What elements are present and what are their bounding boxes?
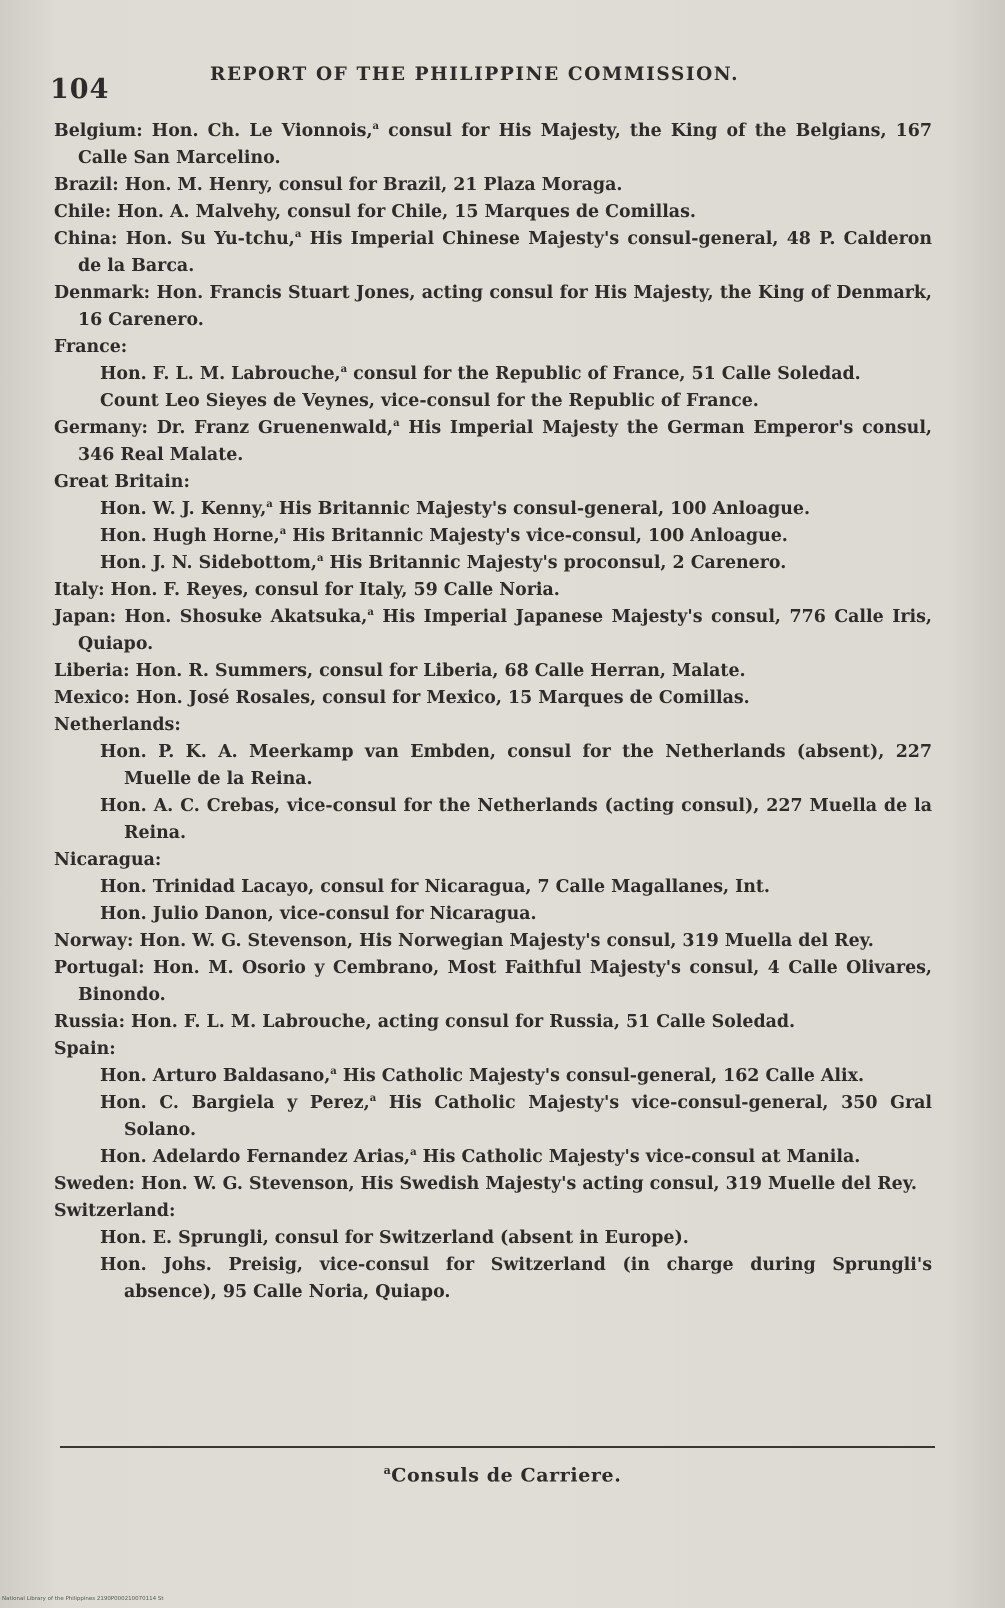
holder-name: Hon. W. G. Stevenson, His Norwegian Majesty's consul, 319 Muella del Rey. — [139, 931, 874, 951]
holder-description: His Britannic Majesty's vice-consul, 100 Anloague. — [286, 526, 788, 546]
consul-holder — [54, 901, 932, 928]
consul-holder — [54, 523, 932, 550]
holder-name: Hon. A. Malvehy, consul for Chile, 15 Marques de Comillas. — [117, 202, 696, 222]
country-entry: Brazil: Hon. M. Henry, consul for Brazil, 21 Plaza Moraga. — [54, 175, 623, 195]
holder-description: His Britannic Majesty's proconsul, 2 Carenero. — [323, 553, 787, 573]
holder-name: Hon. P. K. A. Meerkamp van Embden, consul for the Netherlands (absent), 227 Muelle de la Reina. — [100, 742, 932, 789]
holder-name: Hon. Trinidad Lacayo, consul for Nicaragua, 7 Calle Magallanes, Int. — [100, 877, 770, 897]
country-name: Norway — [54, 931, 128, 951]
holder-name: Hon. W. G. Stevenson, His Swedish Majesty's acting consul, 319 Muelle del Rey. — [140, 1174, 917, 1194]
country-entry: Germany: Dr. Franz Gruenenwald,$^a$ His Imperial Majesty the German Emperor's consul, 346 Real Malate. — [54, 418, 932, 465]
country-name: Russia — [54, 1012, 119, 1032]
holder-name: Dr. Franz Gruenenwald, — [156, 418, 394, 438]
holder-description: His Catholic Majesty's consul-general, 162 Calle Alix. — [336, 1066, 865, 1086]
consul-holder — [54, 1225, 932, 1252]
country-entry: Belgium: Hon. Ch. Le Vionnois,$^a$ consul for His Majesty, the King of the Belgians, 167 Calle San Marcelino. — [54, 121, 932, 168]
footnote-reference: a — [372, 121, 380, 133]
footnote-reference: a — [393, 418, 400, 430]
country-entry: Nicaragua: — [54, 850, 162, 870]
country-entry: Norway: Hon. W. G. Stevenson, His Norwegian Majesty's consul, 319 Muella del Rey. — [54, 931, 874, 951]
country-entry: Italy: Hon. F. Reyes, consul for Italy, 59 Calle Noria. — [54, 580, 560, 600]
holder-description: consul for His Majesty, the King of the Belgians, 167 Calle San Marcelino. — [78, 121, 932, 168]
country-entry: Denmark: Hon. Francis Stuart Jones, acting consul for His Majesty, the King of Denmark, 16 Carenero. — [54, 283, 932, 330]
holder-description: His Catholic Majesty's vice-consul-general, 350 Gral Solano. — [124, 1093, 932, 1140]
country-name: Liberia — [54, 661, 124, 681]
footnote-reference: a — [369, 1093, 377, 1105]
country-name: Nicaragua — [54, 850, 155, 870]
country-name: Sweden — [54, 1174, 129, 1194]
footnote-divider — [60, 1446, 935, 1448]
footnote-mark: a — [383, 1464, 392, 1477]
country-name: Portugal — [54, 958, 139, 978]
consul-holder — [54, 388, 932, 415]
country-name: Chile — [54, 202, 105, 222]
holder-name: Hon. Shosuke Akatsuka, — [124, 607, 368, 627]
holder-name: Hon. M. Osorio y Cembrano, Most Faithful Majesty's consul, 4 Calle Olivares, Binondo. — [78, 958, 932, 1005]
running-title: REPORT OF THE PHILIPPINE COMMISSION. — [210, 64, 740, 85]
holder-name: Hon. Su Yu-tchu, — [125, 229, 295, 249]
country-entry: Russia: Hon. F. L. M. Labrouche, acting consul for Russia, 51 Calle Soledad. — [54, 1012, 796, 1032]
country-entry: Liberia: Hon. R. Summers, consul for Liberia, 68 Calle Herran, Malate. — [54, 661, 746, 681]
country-name: Italy — [54, 580, 99, 600]
footnote-reference: a — [330, 1066, 337, 1078]
country-entry: Mexico: Hon. José Rosales, consul for Mexico, 15 Marques de Comillas. — [54, 688, 750, 708]
footnote-reference: a — [367, 607, 374, 619]
country-name: Netherlands — [54, 715, 175, 735]
footnote-reference: a — [294, 229, 302, 241]
country-name: Switzerland — [54, 1201, 169, 1221]
country-name: France — [54, 337, 121, 357]
consul-holder — [54, 1252, 932, 1306]
country-entry: China: Hon. Su Yu-tchu,$^a$ His Imperial Chinese Majesty's consul-general, 48 P. Calderon de la Barca. — [54, 229, 932, 276]
consul-holder — [54, 550, 932, 577]
holder-name: Hon. Arturo Baldasano, — [100, 1066, 331, 1086]
holder-name: Hon. R. Summers, consul for Liberia, 68 Calle Herran, Malate. — [135, 661, 746, 681]
holder-name: Hon. W. J. Kenny, — [100, 499, 267, 519]
holder-name: Hon. E. Sprungli, consul for Switzerland (absent in Europe). — [100, 1228, 689, 1248]
country-entry: Switzerland: — [54, 1201, 176, 1221]
consul-holder — [54, 874, 932, 901]
holder-description: His Britannic Majesty's consul-general, 100 Anloague. — [272, 499, 811, 519]
consul-holder — [54, 1144, 932, 1171]
holder-description: consul for the Republic of France, 51 Calle Soledad. — [347, 364, 861, 384]
country-entry: Spain: — [54, 1039, 116, 1059]
holder-name: Hon. Johs. Preisig, vice-consul for Switzerland (in charge during Sprungli's absence), 95 Calle Noria, Quiapo. — [100, 1255, 932, 1302]
country-entry: Great Britain: — [54, 472, 190, 492]
country-name: China — [54, 229, 112, 249]
scan-credit: National Library of the Philippines 2190P000210070114 St — [2, 1596, 164, 1602]
holder-name: Hon. Francis Stuart Jones, acting consul for His Majesty, the King of Denmark, 16 Carenero. — [78, 283, 932, 330]
footnote-reference: a — [410, 1147, 417, 1159]
country-name: Japan — [54, 607, 110, 627]
consul-holder — [54, 793, 932, 847]
country-entry: France: — [54, 337, 128, 357]
country-entry: Japan: Hon. Shosuke Akatsuka,$^a$ His Imperial Japanese Majesty's consul, 776 Calle Iris, Quiapo. — [54, 607, 932, 654]
consul-holder — [54, 1090, 932, 1144]
holder-name: Hon. Hugh Horne, — [100, 526, 280, 546]
footnote-reference: a — [266, 499, 273, 511]
holder-description: His Catholic Majesty's vice-consul at Manila. — [416, 1147, 861, 1167]
holder-name: Hon. Julio Danon, vice-consul for Nicaragua. — [100, 904, 537, 924]
country-name: Germany — [54, 418, 142, 438]
holder-name: Hon. Ch. Le Vionnois, — [151, 121, 373, 141]
footnote-reference: a — [279, 526, 287, 538]
footnote-reference: a — [316, 553, 324, 565]
consul-holder — [54, 496, 932, 523]
consul-list — [54, 118, 932, 1306]
holder-name: Hon. J. N. Sidebottom, — [100, 553, 317, 573]
country-name: Mexico — [54, 688, 124, 708]
footnote — [0, 1464, 1005, 1486]
holder-name: Count Leo Sieyes de Veynes, vice-consul for the Republic of France. — [100, 391, 759, 411]
country-name: Denmark — [54, 283, 144, 303]
country-entry: Chile: Hon. A. Malvehy, consul for Chile, 15 Marques de Comillas. — [54, 202, 696, 222]
holder-description: His Imperial Majesty the German Emperor's consul, 346 Real Malate. — [78, 418, 932, 465]
consul-holder — [54, 361, 932, 388]
holder-name: Hon. A. C. Crebas, vice-consul for the Netherlands (acting consul), 227 Muella de la Reina. — [100, 796, 932, 843]
country-name: Great Britain — [54, 472, 184, 492]
consul-holder — [54, 739, 932, 793]
holder-name: Hon. Adelardo Fernandez Arias, — [100, 1147, 411, 1167]
holder-name: Hon. José Rosales, consul for Mexico, 15 Marques de Comillas. — [135, 688, 750, 708]
holder-description: His Imperial Japanese Majesty's consul, 776 Calle Iris, Quiapo. — [78, 607, 932, 654]
country-entry: Netherlands: — [54, 715, 181, 735]
country-name: Spain — [54, 1039, 110, 1059]
footnote-reference: a — [340, 364, 348, 376]
holder-name: Hon. C. Bargiela y Perez, — [100, 1093, 370, 1113]
page-number: 104 — [50, 74, 110, 105]
holder-description: His Imperial Chinese Majesty's consul-general, 48 P. Calderon de la Barca. — [78, 229, 932, 276]
country-name: Brazil — [54, 175, 113, 195]
consul-holder — [54, 1063, 932, 1090]
holder-name: Hon. F. L. M. Labrouche, acting consul for Russia, 51 Calle Soledad. — [131, 1012, 796, 1032]
holder-name: Hon. M. Henry, consul for Brazil, 21 Plaza Moraga. — [124, 175, 623, 195]
holder-name: Hon. F. Reyes, consul for Italy, 59 Calle Noria. — [110, 580, 560, 600]
country-entry: Portugal: Hon. M. Osorio y Cembrano, Most Faithful Majesty's consul, 4 Calle Olivares, Binondo. — [54, 958, 932, 1005]
country-entry: Sweden: Hon. W. G. Stevenson, His Swedish Majesty's acting consul, 319 Muelle del Rey. — [54, 1174, 917, 1194]
footnote-text: Consuls de Carriere. — [391, 1464, 622, 1487]
country-name: Belgium — [54, 121, 137, 141]
holder-name: Hon. F. L. M. Labrouche, — [100, 364, 341, 384]
